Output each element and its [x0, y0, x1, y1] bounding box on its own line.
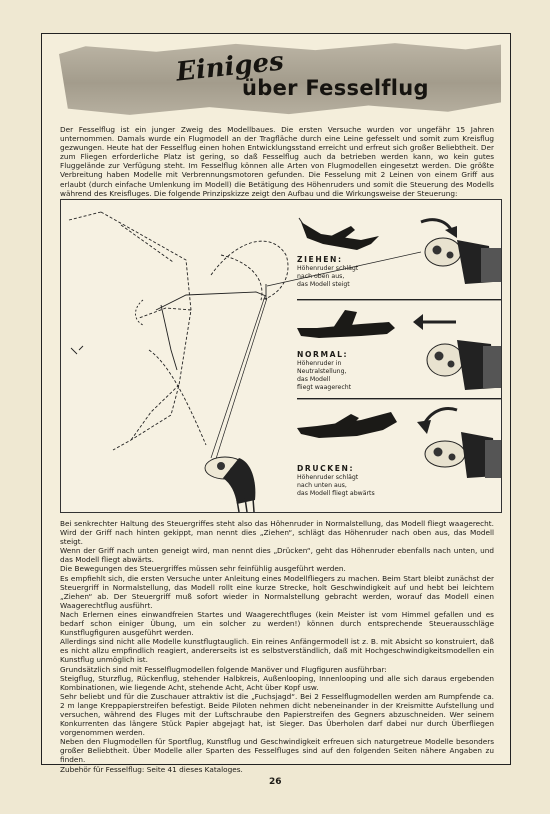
- handle-hand-ziehen: [425, 238, 501, 284]
- label-ziehen-heading: ZIEHEN:: [297, 255, 343, 264]
- label-normal-heading: NORMAL:: [297, 350, 349, 359]
- plane-ziehen: [299, 218, 379, 250]
- body-paragraph: Allerdings sind nicht alle Modelle kunstflugtauglich. Ein reines Anfängermodell ist z. B. mit Absicht so konstruiert, daß es nicht allzu empfindlich reagiert, andererseits ist es selbstverständlich, daß mit Hochgeschwindigkeitsmodellen ein Kunstflug unmöglich ist.: [60, 637, 494, 665]
- page-title: über Fesselflug: [242, 76, 429, 100]
- body-paragraph: Zubehör für Fesselflug: Seite 41 dieses Kataloges.: [60, 764, 243, 774]
- body-paragraph: Es empfiehlt sich, die ersten Versuche unter Anleitung eines Modellfliegers zu machen. Beim Start bleibt zunächst der Steuergriff in Normalstellung, das Modell rollt eine kurze Strecke, holt Geschwindigkeit auf und hebt bei leichtem „Ziehen“ ab. Der Steuergriff muß sofort wieder in Normalstellung gebracht werden, worauf das Modell einen Waagerechtflug ausführt.: [60, 573, 494, 610]
- title-script-word: Einiges: [174, 46, 286, 88]
- handle-hand-bottom: [205, 457, 255, 512]
- body-paragraph: Die Bewegungen des Steuergriffes müssen sehr feinfühlig ausgeführt werden.: [60, 564, 346, 574]
- body-paragraph: Neben den Flugmodellen für Sportflug, Kunstflug und Geschwindigkeit erfreuen sich naturgetreue Modelle besonders großer Beliebtheit. Über Modelle aller Sparten des Fesselfluges sind auf den folgenden Seiten nähere Angaben zu finden.: [60, 737, 494, 765]
- label-drucken-desc: Höhenruder schlägt nach unten aus, das Modell fliegt abwärts: [297, 474, 375, 497]
- body-paragraph: Bei senkrechter Haltung des Steuergriffes steht also das Höhenruder in Normalstellung, das Modell fliegt waagerecht. Wird der Griff nach hinten gekippt, man nennt dies „Ziehen“, schlägt das Höhenruder nach oben aus, das Modell steigt.: [60, 519, 494, 547]
- handle-hand-drucken: [425, 432, 501, 478]
- intro-paragraph: Der Fesselflug ist ein junger Zweig des Modellbaues. Die ersten Versuche wurden vor ungefähr 15 Jahren unternommen. Damals wurde ein Flugmodell an der Tragfläche durch eine Leine gefesselt und somit zum Kreisflug gezwungen. Heute hat der Fesselflug einen hohen Entwicklungsstand erreicht und erfreut sich großer Beliebtheit. Der zum Fliegen erforderliche Platz ist gering, so daß Fesselflug auch da betrieben werden kann, wo kein gutes Fluggelände zur Verfügung steht. Im Fesselflug können alle Arten von Flugmodellen eingesetzt werden. Die größte Verbreitung haben Modelle mit Verbrennungsmotoren gefunden. Die Fesselung mit 2 Leinen von einem Griff aus erlaubt (durch einfache Umlenkung im Modell) die Betätigung des Höhenruders und somit die Steuerung des Modells während des Kreisfluges. Die folgende Prinzipskizze zeigt den Aufbau und die Wirkungsweise der Steuerung:: [60, 125, 494, 198]
- handle-hand-normal: [427, 340, 501, 390]
- page-number: 26: [269, 777, 282, 787]
- body-paragraph: Wenn der Griff nach unten geneigt wird, man nennt dies „Drücken“, geht das Höhenruder ebenfalls nach unten, und das Modell fliegt abwärts.: [60, 546, 494, 565]
- label-drucken-heading: DRUCKEN:: [297, 464, 355, 473]
- body-text: [60, 519, 494, 774]
- label-normal-desc: Höhenruder in Neutralstellung, das Modell fliegt waagerecht: [297, 360, 352, 391]
- plane-normal: [297, 310, 395, 338]
- diagram-drawing: [61, 200, 501, 512]
- body-paragraph: Steigflug, Sturzflug, Rückenflug, stehender Halbkreis, Außenlooping, Innenlooping und alle sich daraus ergebenden Kombinationen, wie liegende Acht, stehende Acht, Acht über Kopf usw.: [60, 673, 494, 692]
- body-paragraph: Grundsätzlich sind mit Fesselflugmodellen folgende Manöver und Flugfiguren ausführbar:: [60, 664, 387, 674]
- body-paragraph: Nach Erlernen eines einwandfreien Startes und Waagerechtfluges (kein Meister ist vom Himmel gefallen und es bedarf schon einiger Übung, um ein solcher zu werden!) können durch entsprechende Steuerausschläge Kunstflugfiguren ausgeführt werden.: [60, 609, 494, 638]
- label-ziehen-desc: Höhenruder schlägt nach oben aus, das Modell steigt: [297, 265, 359, 288]
- body-paragraph: Sehr beliebt und für die Zuschauer attraktiv ist die „Fuchsjagd“. Bei 2 Fesselflugmodellen werden am Rumpfende ca. 2 m lange Kreppapierstreifen befestigt. Beide Piloten nehmen dicht nebeneinander in der Kreismitte Aufstellung und versuchen, während des Fluges mit der Luftschraube den Papierstreifen des Gegners abzuschneiden. Wer seinem Konkurrenten das längere Stück Papier abgejagt hat, ist Sieger. Das Überholen darf dabei nur durch Überfliegen vorgenommen werden.: [60, 691, 494, 738]
- plane-drucken: [297, 412, 397, 438]
- control-diagram: [60, 199, 502, 513]
